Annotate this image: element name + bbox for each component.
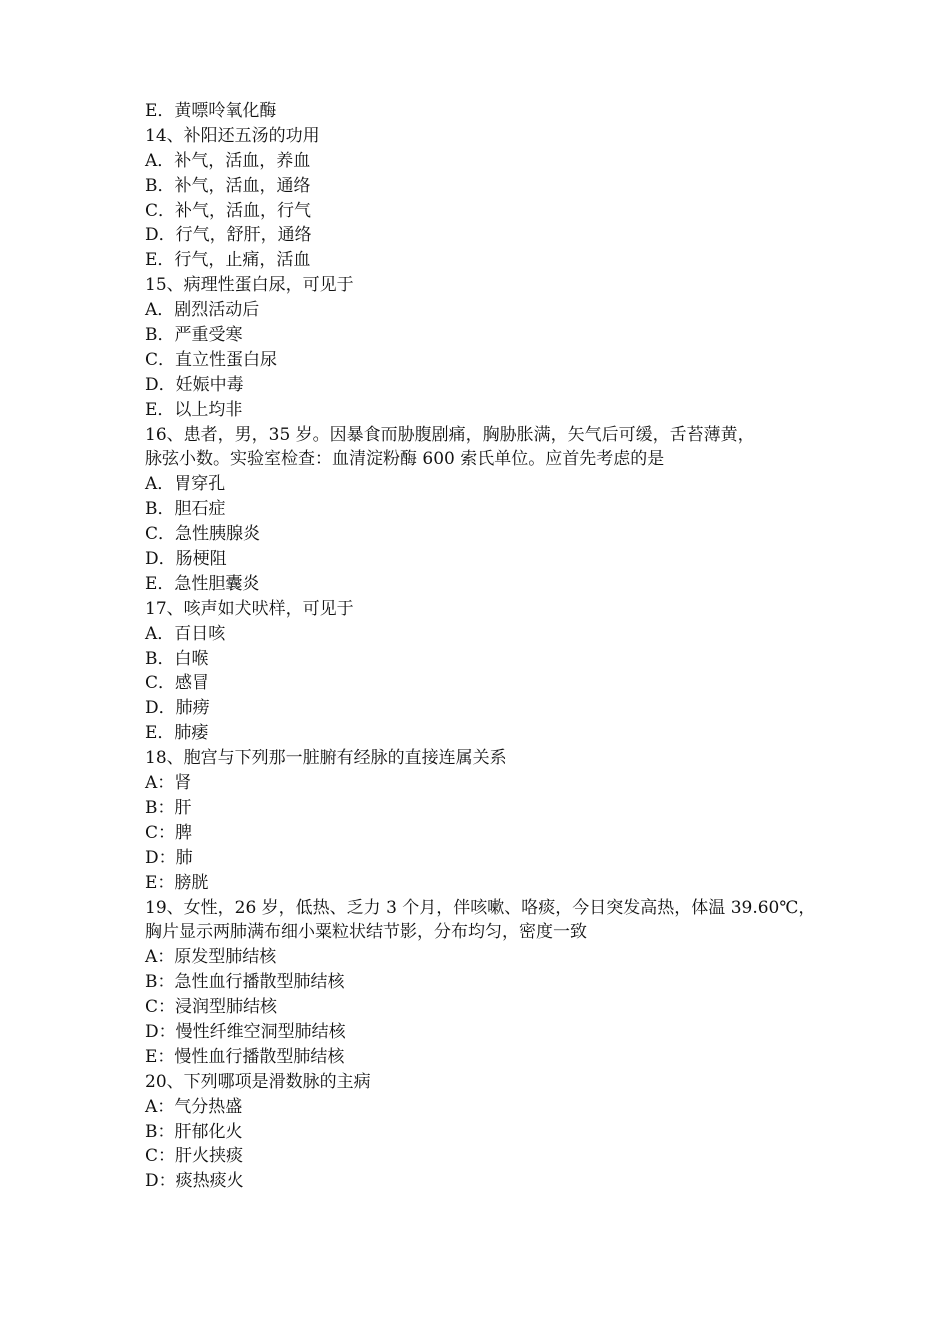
- text-line: A．百日咳: [145, 623, 226, 644]
- text-line: A．补气，活血，养血: [145, 150, 311, 171]
- text-line: D．妊娠中毒: [145, 374, 244, 395]
- text-line: A．剧烈活动后: [145, 300, 260, 321]
- text-line: D：痰热痰火: [145, 1171, 244, 1192]
- text-line: C．急性胰腺炎: [145, 524, 261, 545]
- text-line: 胸片显示两肺满布细小粟粒状结节影，分布均匀，密度一致: [145, 922, 587, 943]
- text-line: A．胃穿孔: [145, 474, 226, 495]
- text-line: E．黄嘌呤氧化酶: [145, 101, 277, 121]
- question-line: 20、下列哪项是滑数脉的主病: [145, 1071, 371, 1092]
- text-line: B：急性血行播散型肺结核: [145, 972, 345, 993]
- text-line: D：慢性纤维空洞型肺结核: [145, 1021, 346, 1042]
- question-line: 18、胞宫与下列那一脏腑有经脉的直接连属关系: [145, 748, 507, 769]
- text-line: A：气分热盛: [145, 1096, 243, 1117]
- text-line: D．肺痨: [145, 698, 210, 719]
- text-line: B．胆石症: [145, 499, 226, 520]
- text-line: E．急性胆囊炎: [145, 573, 260, 594]
- question-line: 19、女性，26 岁，低热、乏力 3 个月，伴咳嗽、咯痰，今日突发高热，体温 39.60℃，: [145, 897, 816, 918]
- text-line: D．行气，舒肝，通络: [145, 225, 312, 246]
- text-line: E．行气，止痛，活血: [145, 250, 311, 271]
- document-body: [145, 99, 816, 1194]
- text-line: C：脾: [145, 822, 193, 843]
- text-line: B．严重受寒: [145, 325, 243, 346]
- text-line: E：慢性血行播散型肺结核: [145, 1046, 345, 1067]
- text-line: D：肺: [145, 847, 193, 868]
- text-line: 脉弦小数。实验室检查：血清淀粉酶 600 索氏单位。应首先考虑的是: [145, 449, 665, 470]
- question-line: 16、患者，男，35 岁。因暴食而胁腹剧痛，胸胁胀满，矢气后可缓，舌苔薄黄，: [145, 424, 755, 445]
- text-line: C．感冒: [145, 673, 210, 694]
- text-line: C．补气，活血，行气: [145, 200, 312, 221]
- question-line: 15、病理性蛋白尿，可见于: [145, 275, 354, 296]
- text-line: B．白喉: [145, 648, 209, 669]
- text-line: B：肝郁化火: [145, 1121, 243, 1142]
- question-line: 17、咳声如犬吠样，可见于: [145, 598, 354, 619]
- text-line: E．以上均非: [145, 399, 243, 420]
- question-line: 14、补阳还五汤的功用: [145, 125, 320, 146]
- text-line: A：肾: [145, 773, 192, 794]
- text-line: C：肝火挟痰: [145, 1146, 244, 1167]
- text-line: B．补气，活血，通络: [145, 175, 311, 196]
- text-line: E：膀胱: [145, 872, 209, 893]
- text-line: C：浸润型肺结核: [145, 997, 278, 1018]
- text-line: B：肝: [145, 797, 192, 818]
- text-line: E．肺痿: [145, 723, 209, 744]
- text-line: C．直立性蛋白尿: [145, 349, 278, 370]
- text-line: A：原发型肺结核: [145, 947, 277, 968]
- text-line: D．肠梗阻: [145, 549, 227, 570]
